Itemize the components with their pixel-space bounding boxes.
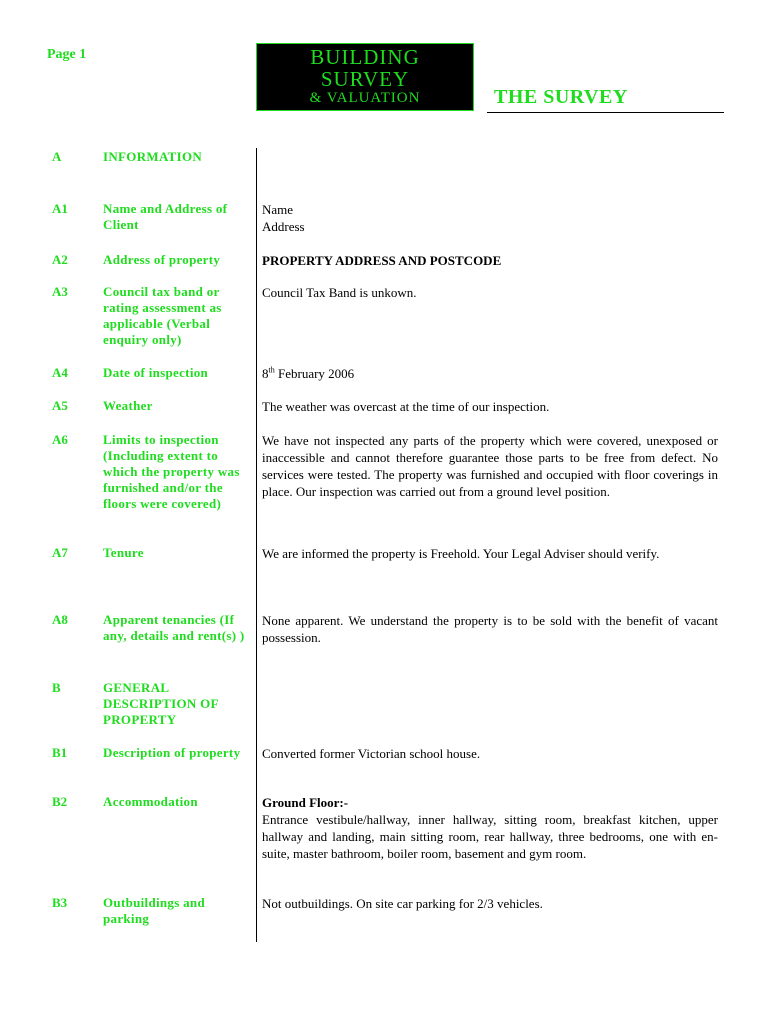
section-code: A7 [52,545,68,560]
client-name: Name [262,202,294,217]
section-label: GENERAL DESCRIPTION OF PROPERTY [103,680,219,727]
section-label: Date of inspection [103,365,209,380]
document-title: THE SURVEY [494,86,628,108]
section-label: Name and Address of Client [103,201,228,232]
client-address: Address [262,219,305,234]
section-label: INFORMATION [103,149,203,164]
section-code: B [52,680,61,695]
section-label: Description of property [103,745,241,760]
section-value: PROPERTY ADDRESS AND POSTCODE [262,253,502,268]
section-code: A8 [52,612,68,627]
section-label: Weather [103,398,153,413]
section-label: Apparent tenancies (If any, details and rent(s) ) [103,612,245,643]
section-value: We are informed the property is Freehold. Your Legal Adviser should verify. [262,546,660,561]
section-code: A [52,149,62,164]
section-value: Not outbuildings. On site car parking for 2/3 vehicles. [262,896,543,911]
logo-line-survey: SURVEY [320,67,410,91]
section-value [262,365,718,382]
section-label: Limits to inspection (Including extent to which the property was furnished and/or the floors were covered) [103,432,240,511]
accommodation-heading: Ground Floor:- [262,795,349,810]
section-code: A2 [52,252,68,267]
section-label: Address of property [103,252,221,267]
date-day: 8 [262,366,269,381]
section-code: B1 [52,745,68,760]
page-number: Page 1 [47,47,87,62]
section-code: A3 [52,284,68,299]
section-value [262,794,718,862]
date-rest: February 2006 [274,366,355,381]
section-code: B3 [52,895,68,910]
logo-box [256,43,474,111]
section-value [262,201,718,235]
section-value: We have not inspected any parts of the property which were covered, unexposed or inaccessible and cannot therefore guarantee those parts to be free from defect. No services were tested. The property was furnished and occupied with floor coverings in place. Our inspection was carried out from a ground level position. [262,433,718,499]
section-value: The weather was overcast at the time of our inspection. [262,399,550,414]
section-label: Council tax band or rating assessment as applicable (Verbal enquiry only) [103,284,222,347]
section-label: Outbuildings and parking [103,895,205,926]
section-code: A4 [52,365,68,380]
logo-line-valuation: & VALUATION [309,90,421,106]
section-value: None apparent. We understand the property is to be sold with the benefit of vacant possession. [262,613,718,645]
logo-line-building: BUILDING [310,45,420,69]
section-code: A1 [52,201,68,216]
section-value: Council Tax Band is unkown. [262,285,417,300]
section-value: Converted former Victorian school house. [262,746,481,761]
section-code: A6 [52,432,68,447]
title-underline [487,112,724,113]
section-code: B2 [52,794,68,809]
date-suffix: th [268,365,275,375]
section-label: Accommodation [103,794,198,809]
accommodation-text: Entrance vestibule/hallway, inner hallway, sitting room, breakfast kitchen, upper hallway and landing, main sitting room, rear hallway, three bedrooms, one with en-suite, master bathroom, boiler room, basement and gym room. [262,812,718,861]
section-label: Tenure [103,545,144,560]
section-code: A5 [52,398,68,413]
column-divider [256,148,257,942]
